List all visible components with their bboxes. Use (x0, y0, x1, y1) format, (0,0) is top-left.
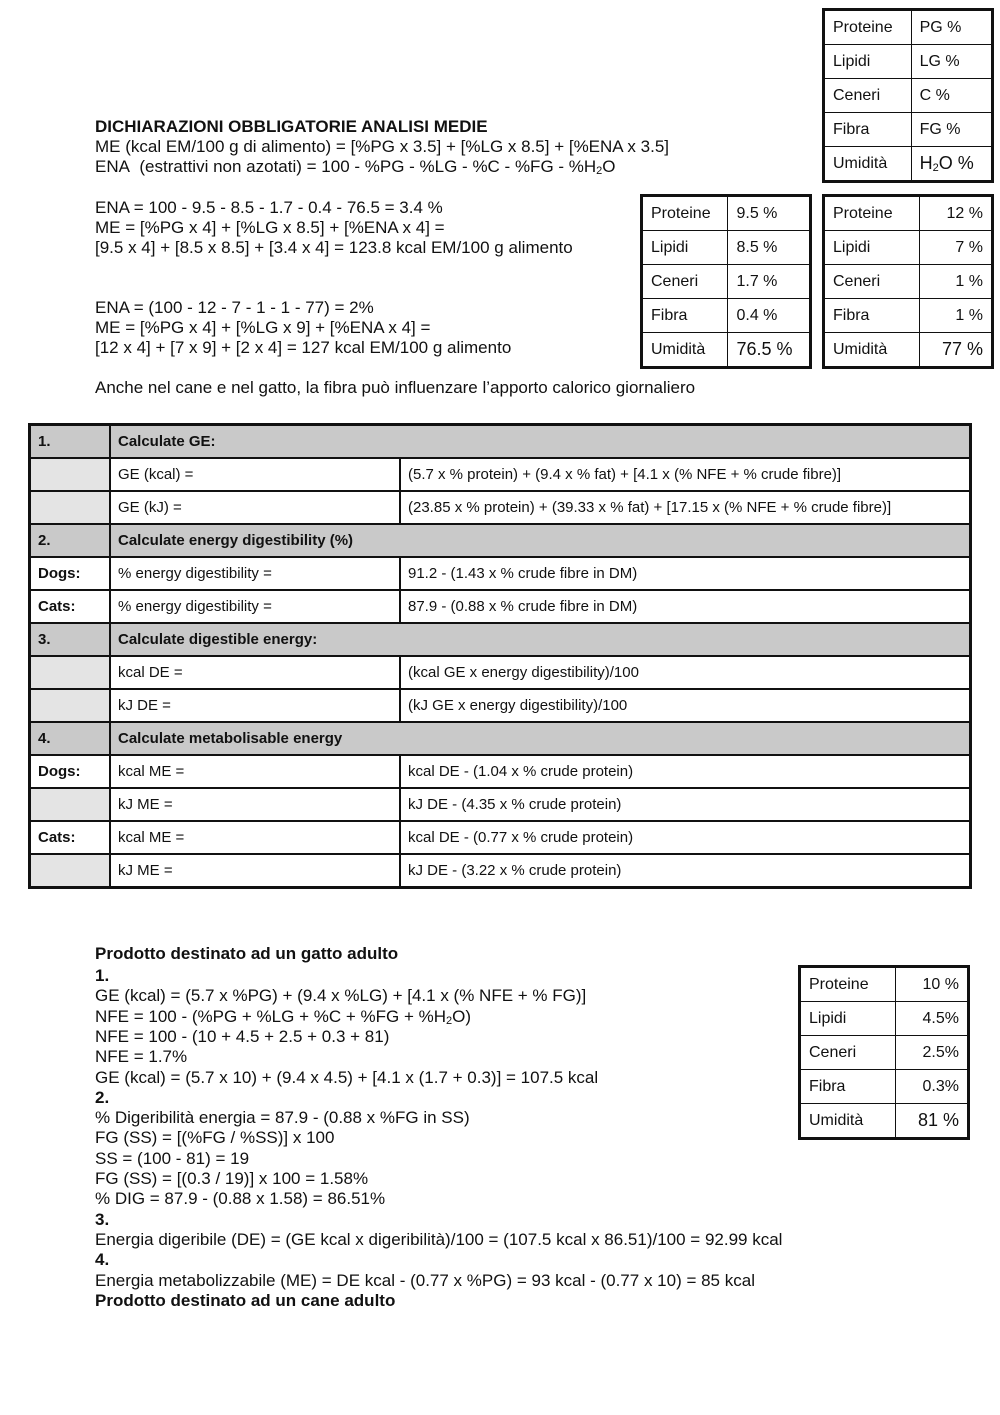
example1-line: ME = [%PG x 4] + [%LG x 8.5] + [%ENA x 4] = (95, 218, 445, 237)
example1-line: ENA = 100 - 9.5 - 8.5 - 1.7 - 0.4 - 76.5 = 3.4 % (95, 198, 443, 217)
legend-row (824, 45, 993, 79)
step-number: 3. (30, 623, 111, 656)
table-b-value: 1 % (919, 265, 992, 299)
table-c-row (800, 1036, 969, 1070)
formula-expression: kJ DE - (3.22 x % crude protein) (400, 854, 971, 888)
species-label (30, 491, 111, 524)
formula-expression: (kcal GE x energy digestibility)/100 (400, 656, 971, 689)
me-formula: ME (kcal EM/100 g di alimento) = [%PG x 3.5] + [%LG x 8.5] + [%ENA x 3.5] (95, 137, 669, 156)
step-number: 1. (30, 425, 111, 459)
cat-example-line: NFE = 1.7% (95, 1047, 188, 1067)
document-title: DICHIARAZIONI OBBLIGATORIE ANALISI MEDIE (95, 117, 488, 136)
formula-row (30, 590, 971, 623)
example2-line: ME = [%PG x 4] + [%LG x 9] + [%ENA x 4] = (95, 318, 431, 337)
table-a-row (642, 231, 811, 265)
formula-term: kJ DE = (110, 689, 400, 722)
table-c-label: Lipidi (800, 1002, 896, 1036)
species-label: Cats: (30, 590, 111, 623)
formula-term: kcal DE = (110, 656, 400, 689)
formula-expression: (kJ GE x energy digestibility)/100 (400, 689, 971, 722)
cat-example-line: 3. (95, 1209, 110, 1229)
cat-example-line: GE (kcal) = (5.7 x %PG) + (9.4 x %LG) + [4.1 x (% NFE + % FG)] (95, 986, 587, 1006)
formula-row (30, 491, 971, 524)
table-b-row (824, 196, 993, 231)
formula-expression: 91.2 - (1.43 x % crude fibre in DM) (400, 557, 971, 590)
legend-label: Fibra (824, 113, 912, 147)
table-b-value: 7 % (919, 231, 992, 265)
table-a-row (642, 265, 811, 299)
species-label (30, 689, 111, 722)
ena-formula: ENA (estrattivi non azotati) = 100 - %PG - %LG - %C - %FG - %H2O (95, 157, 616, 177)
formula-term: % energy digestibility = (110, 590, 400, 623)
legend-value: LG % (911, 45, 992, 79)
formula-term: GE (kcal) = (110, 458, 400, 491)
step-title: Calculate digestible energy: (110, 623, 971, 656)
table-c-value: 4.5% (895, 1002, 968, 1036)
table-c-label: Umidità (800, 1104, 896, 1139)
cat-example-line: NFE = 100 - (%PG + %LG + %C + %FG + %H2O) (95, 1006, 472, 1027)
fibre-note: Anche nel cane e nel gatto, la fibra può influenzare l’apporto calorico giornaliero (95, 378, 696, 397)
table-b-row (824, 299, 993, 333)
table-c-value: 81 % (895, 1104, 968, 1139)
formula-section-header (30, 524, 971, 557)
table-c-row (800, 1070, 969, 1104)
table-b-row (824, 333, 993, 368)
example2-line: [12 x 4] + [7 x 9] + [2 x 4] = 127 kcal EM/100 g alimento (95, 338, 512, 357)
cat-example-title: Prodotto destinato ad un gatto adulto (95, 944, 399, 963)
cat-example-line: Prodotto destinato ad un cane adulto (95, 1290, 396, 1310)
table-c-value: 2.5% (895, 1036, 968, 1070)
table-a-label: Proteine (642, 196, 728, 231)
legend-label: Proteine (824, 10, 912, 45)
cat-example-line: % DIG = 87.9 - (0.88 x 1.58) = 86.51% (95, 1189, 386, 1209)
cat-example-line: Energia digeribile (DE) = (GE kcal x digeribilità)/100 = (107.5 kcal x 86.51)/100 = 92.99 kcal (95, 1229, 783, 1249)
legend-label: Ceneri (824, 79, 912, 113)
formula-term: kcal ME = (110, 821, 400, 854)
formula-section-header (30, 722, 971, 755)
formula-row (30, 788, 971, 821)
legend-row (824, 113, 993, 147)
table-c-value: 10 % (895, 967, 968, 1002)
table-c-label: Proteine (800, 967, 896, 1002)
species-label: Dogs: (30, 557, 111, 590)
table-a-value: 8.5 % (728, 231, 811, 265)
analysis-table-a (640, 194, 812, 369)
table-c-label: Ceneri (800, 1036, 896, 1070)
legend-value: C % (911, 79, 992, 113)
table-b-label: Ceneri (824, 265, 920, 299)
legend-row (824, 10, 993, 45)
table-a-label: Ceneri (642, 265, 728, 299)
table-b-label: Lipidi (824, 231, 920, 265)
cat-example-line: 1. (95, 966, 110, 985)
cat-example-line: SS = (100 - 81) = 19 (95, 1148, 250, 1168)
formula-row (30, 821, 971, 854)
table-b-label: Proteine (824, 196, 920, 231)
cat-example-line: 4. (95, 1250, 110, 1270)
table-c-label: Fibra (800, 1070, 896, 1104)
legend-value: PG % (911, 10, 992, 45)
formula-row (30, 689, 971, 722)
formula-section-header (30, 623, 971, 656)
table-b-label: Fibra (824, 299, 920, 333)
cat-example-line: GE (kcal) = (5.7 x 10) + (9.4 x 4.5) + [4.1 x (1.7 + 0.3)] = 107.5 kcal (95, 1067, 599, 1087)
table-b-value: 12 % (919, 196, 992, 231)
species-label: Dogs: (30, 755, 111, 788)
formula-expression: kJ DE - (4.35 x % crude protein) (400, 788, 971, 821)
formula-expression: (5.7 x % protein) + (9.4 x % fat) + [4.1 x (% NFE + % crude fibre)] (400, 458, 971, 491)
analysis-table-b (822, 194, 994, 369)
cat-example-line: 2. (95, 1087, 110, 1107)
formula-expression: (23.85 x % protein) + (39.33 x % fat) + [17.15 x (% NFE + % crude fibre)] (400, 491, 971, 524)
table-c-row (800, 967, 969, 1002)
legend-value: H2O % (911, 147, 992, 182)
cat-example-line: FG (SS) = [(0.3 / 19)] x 100 = 1.58% (95, 1169, 369, 1188)
legend-row (824, 79, 993, 113)
species-label: Cats: (30, 821, 111, 854)
table-a-value: 9.5 % (728, 196, 811, 231)
table-a-label: Fibra (642, 299, 728, 333)
table-c-value: 0.3% (895, 1070, 968, 1104)
cat-example-line: % Digeribilità energia = 87.9 - (0.88 x %FG in SS) (95, 1108, 470, 1128)
table-a-row (642, 299, 811, 333)
formula-section-header (30, 425, 971, 459)
cat-example-line: Energia metabolizzabile (ME) = DE kcal - (0.77 x %PG) = 93 kcal - (0.77 x 10) = 85 kcal (95, 1270, 755, 1290)
legend-label: Lipidi (824, 45, 912, 79)
formula-row (30, 557, 971, 590)
analysis-table-c (798, 965, 970, 1140)
species-label (30, 458, 111, 491)
table-c-row (800, 1104, 969, 1139)
step-title: Calculate metabolisable energy (110, 722, 971, 755)
table-b-value: 1 % (919, 299, 992, 333)
formula-term: kcal ME = (110, 755, 400, 788)
table-b-label: Umidità (824, 333, 920, 368)
table-c-row (800, 1002, 969, 1036)
energy-formula-table (28, 423, 972, 889)
table-a-label: Umidità (642, 333, 728, 368)
cat-example-line: NFE = 100 - (10 + 4.5 + 2.5 + 0.3 + 81) (95, 1026, 390, 1046)
table-a-value: 76.5 % (728, 333, 811, 368)
formula-expression: 87.9 - (0.88 x % crude fibre in DM) (400, 590, 971, 623)
table-a-value: 0.4 % (728, 299, 811, 333)
species-label (30, 788, 111, 821)
formula-expression: kcal DE - (1.04 x % crude protein) (400, 755, 971, 788)
formula-term: kJ ME = (110, 854, 400, 888)
step-number: 4. (30, 722, 111, 755)
species-label (30, 656, 111, 689)
step-title: Calculate energy digestibility (%) (110, 524, 971, 557)
table-a-value: 1.7 % (728, 265, 811, 299)
table-a-row (642, 196, 811, 231)
table-b-row (824, 265, 993, 299)
formula-row (30, 854, 971, 888)
formula-term: GE (kJ) = (110, 491, 400, 524)
formula-term: kJ ME = (110, 788, 400, 821)
table-a-row (642, 333, 811, 368)
formula-term: % energy digestibility = (110, 557, 400, 590)
species-label (30, 854, 111, 888)
table-b-value: 77 % (919, 333, 992, 368)
formula-row (30, 656, 971, 689)
legend-value: FG % (911, 113, 992, 147)
legend-label: Umidità (824, 147, 912, 182)
table-a-label: Lipidi (642, 231, 728, 265)
table-b-row (824, 231, 993, 265)
legend-table (822, 8, 994, 183)
step-number: 2. (30, 524, 111, 557)
example2-line: ENA = (100 - 12 - 7 - 1 - 1 - 77) = 2% (95, 298, 374, 317)
formula-row (30, 458, 971, 491)
formula-expression: kcal DE - (0.77 x % crude protein) (400, 821, 971, 854)
example1-line: [9.5 x 4] + [8.5 x 8.5] + [3.4 x 4] = 123.8 kcal EM/100 g alimento (95, 238, 573, 257)
legend-row (824, 147, 993, 182)
step-title: Calculate GE: (110, 425, 971, 459)
cat-example-line: FG (SS) = [(%FG / %SS)] x 100 (95, 1128, 335, 1148)
formula-row (30, 755, 971, 788)
